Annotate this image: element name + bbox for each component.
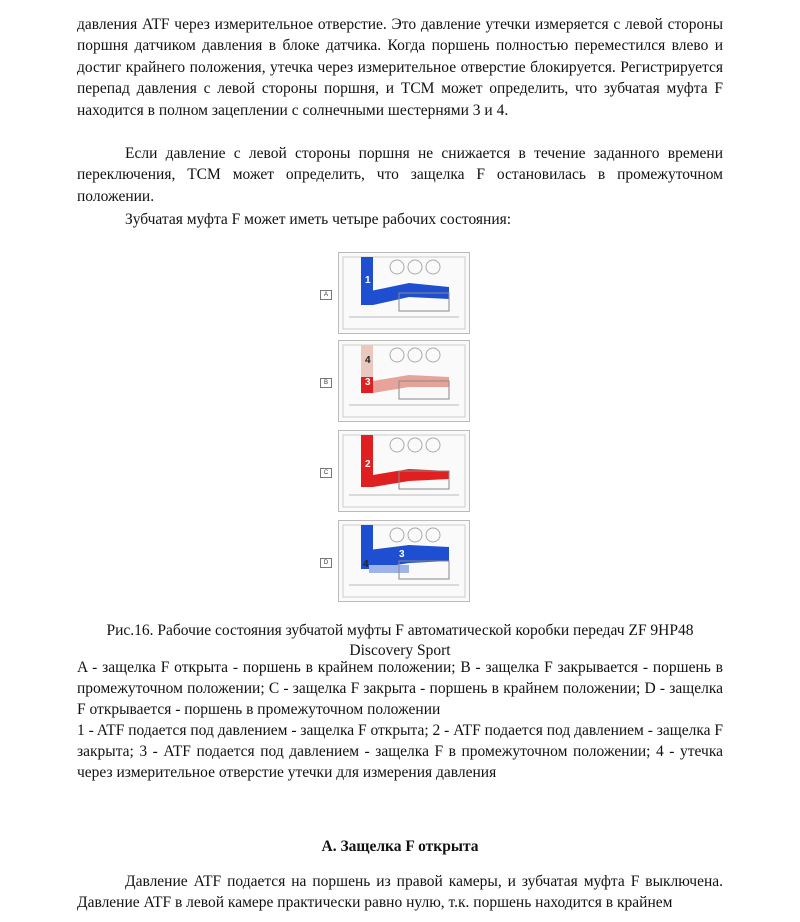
panel-b-diagram — [338, 340, 470, 422]
panel-c-diagram — [338, 430, 470, 512]
paragraph-leak-pressure: давления ATF через измерительное отверстие. Это давление утечки измеряется с левой стороны поршня датчиком давления в блоке датчика. Когда поршень полностью переместился влево и достиг крайнего положения, утечка через измерительное отверстие блокируется. Регистрируется перепад давления с левой стороны поршня, и TCM может определить, что зубчатая муфта F находится в полном зацеплении с солнечными шестернями 3 и 4. — [77, 16, 723, 119]
panel-a-diagram — [338, 252, 470, 334]
panel-b-number-4: 4 — [365, 355, 371, 366]
section-heading: A. Защелка F открыта — [321, 838, 479, 855]
panel-d-number-4: 4 — [363, 559, 369, 570]
panel-b-number-3: 3 — [365, 377, 371, 388]
panel-letter-a: A — [320, 290, 332, 300]
panel-letter-b: B — [320, 378, 332, 388]
panel-d-diagram — [338, 520, 470, 602]
paragraph-four-states: Зубчатая муфта F может иметь четыре рабочих состояния: — [125, 211, 512, 228]
panel-letter-d: D — [320, 558, 332, 568]
panel-d-number-3: 3 — [399, 549, 405, 560]
legend-numbers: 1 - ATF подается под давлением - защелка F открыта; 2 - ATF подается под давлением - защелка F закрыта; 3 - ATF подается под давлением - защелка F в промежуточном положении; 4 - утечка через измерительное отверстие утечки для измерения давления — [77, 722, 723, 781]
clutch-states-figure — [320, 248, 470, 600]
panel-c-number-2: 2 — [365, 459, 371, 470]
figure-caption: Рис.16. Рабочие состояния зубчатой муфты F автоматической коробки передач ZF 9HP48 Discovery Sport — [106, 622, 694, 659]
paragraph-section-a: Давление ATF подается на поршень из правой камеры, и зубчатая муфта F выключена. Давление ATF в левой камере практически равно нулю, т.к. поршень находится в крайнем — [77, 873, 723, 912]
panel-a-number-1: 1 — [365, 275, 371, 286]
paragraph-intermediate-position: Если давление с левой стороны поршня не снижается в течение заданного времени переключения, TCM может определить, что защелка F остановилась в промежуточном положении. — [77, 145, 723, 205]
panel-letter-c: C — [320, 468, 332, 478]
legend-states: A - защелка F открыта - поршень в крайнем положении; B - защелка F закрывается - поршень в промежуточном положении; C - защелка F закрыта - поршень в крайнем положении; D - защелка F открывается - поршень в промежуточном положении — [77, 659, 723, 718]
